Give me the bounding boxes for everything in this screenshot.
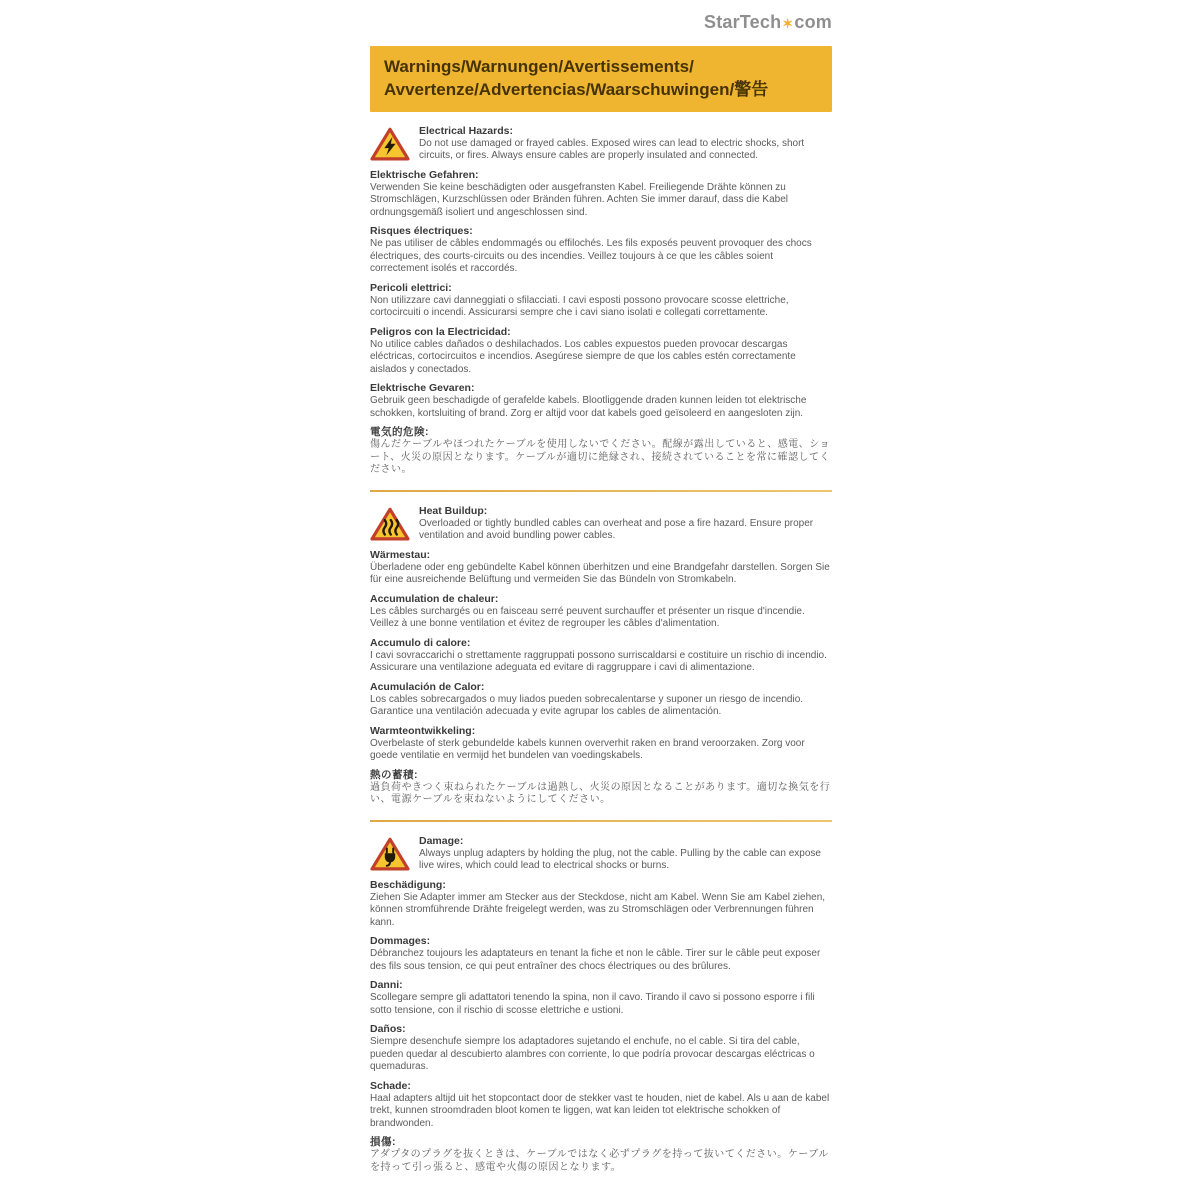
warning-entry <box>370 1023 832 1074</box>
warning-entry <box>370 725 832 763</box>
section-divider <box>370 820 832 822</box>
warning-body: I cavi sovraccarichi o strettamente raggruppati possono surriscaldarsi e costituire un rischio di incendio. Assicurare una ventilazione adeguata ed evitare di raggruppare i cavi di alimentazione. <box>370 649 827 674</box>
warning-entry <box>370 979 832 1017</box>
warning-heading: Warmteontwikkeling: <box>370 724 476 737</box>
document-column <box>370 0 832 1180</box>
warning-entry <box>370 593 832 631</box>
section-heat-buildup <box>370 505 832 807</box>
warning-body: No utilice cables dañados o deshilachados. Los cables expuestos pueden provocar descargas eléctricas, cortocircuitos e incendios. Asegúrese siempre de que los cables estén correctamente aislados y conectados. <box>370 338 796 375</box>
warning-heading: Accumulo di calore: <box>370 636 471 649</box>
warning-entry <box>370 835 832 873</box>
warning-heading: Schade: <box>370 1079 411 1092</box>
warning-entry <box>370 879 832 930</box>
logo-brand-text: StarTech <box>703 12 782 32</box>
warning-body: Non utilizzare cavi danneggiati o sfilacciati. I cavi esposti possono provocare scosse elettriche, cortocircuiti o incendi. Assicurarsi sempre che i cavi siano isolati e collegati correttamente. <box>370 294 789 319</box>
section-entries <box>370 169 832 477</box>
banner-title-line2: Avvertenze/Advertencias/Waarschuwingen/警告 <box>384 80 769 100</box>
warning-body: Los cables sobrecargados o muy liados pueden sobrecalentarse y suponer un riesgo de incendio. Garantice una ventilación adecuada y evite agrupar los cables de alimentación. <box>370 693 804 718</box>
warning-body: Overloaded or tightly bundled cables can overheat and pose a fire hazard. Ensure proper ventilation and avoid bundling power cables. <box>419 517 814 542</box>
warning-entry <box>370 125 832 163</box>
warning-body: Débranchez toujours les adaptateurs en tenant la fiche et non le câble. Tirer sur le câble peut exposer des fils sous tension, ce qui peut entraîner des chocs électriques ou des brûlures. <box>370 948 821 972</box>
warning-body: アダプタのプラグを抜くときは、ケーブルではなく必ずプラグを持って抜いてください。ケーブルを持って引っ張ると、感電や火傷の原因となります。 <box>370 1149 829 1173</box>
warning-body: 過負荷やきつく束ねられたケーブルは過熱し、火災の原因となることがあります。適切な換気を行い、電源ケーブルを束ねないようにしてください。 <box>370 781 831 806</box>
warning-entry <box>370 549 832 587</box>
warning-entry <box>370 769 832 807</box>
warning-entry <box>370 382 832 420</box>
warning-heading: 損傷: <box>370 1136 396 1149</box>
warning-heading: Danni: <box>370 979 403 992</box>
star-icon: ✶ <box>782 16 794 31</box>
warning-heading: Daños: <box>370 1023 406 1036</box>
warning-heading: Pericoli elettrici: <box>370 281 452 294</box>
startech-logo <box>704 9 832 37</box>
warning-entry <box>370 1080 832 1131</box>
warnings-title-banner <box>370 46 832 112</box>
warning-heading: 熱の蓄積: <box>370 768 418 781</box>
warning-entry <box>370 169 832 220</box>
warning-body: 傷んだケーブルやほつれたケーブルを使用しないでください。配線が露出していると、感電、ショート、火災の原因となります。ケーブルが適切に絶縁され、接続されていることを常に確認してください。 <box>370 439 830 476</box>
warning-heading: Elektrische Gevaren: <box>370 382 475 395</box>
warning-heading: Damage: <box>419 834 464 847</box>
section-electrical-hazards <box>370 125 832 477</box>
warning-entry <box>370 1136 832 1174</box>
warning-heading: Peligros con la Electricidad: <box>370 325 511 338</box>
logo-tld-text: com <box>794 12 832 32</box>
warning-heading: Risques électriques: <box>370 225 473 238</box>
warning-entry <box>370 426 832 477</box>
warning-body: Always unplug adapters by holding the plug, not the cable. Pulling by the cable can expose live wires, which could lead to electrical shocks or burns. <box>419 847 821 872</box>
logo-row <box>370 9 832 35</box>
warning-entry-text <box>419 125 832 163</box>
warning-body: Do not use damaged or frayed cables. Exposed wires can lead to electric shocks, short circuits, or fires. Always ensure cables are properly insulated and connected. <box>419 137 805 162</box>
warning-entry <box>370 326 832 377</box>
heat-buildup-warning-icon <box>370 506 410 543</box>
warning-entry-text <box>419 505 832 543</box>
warning-heading: 電気的危険: <box>370 426 429 439</box>
warning-body: Siempre desenchufe siempre los adaptadores sujetando el enchufe, no el cable. Si tira del cable, pueden quedar al descubierto alambres con corriente, lo que podría provocar descargas eléctricas o quemaduras. <box>370 1036 815 1073</box>
warning-body: Haal adapters altijd uit het stopcontact door de stekker vast te houden, niet de kabel. Als u aan de kabel trekt, kunnen stroomdraden bloot komen te liggen, wat kan leiden tot elektrische schokken of brandwonden. <box>370 1092 830 1129</box>
warning-heading: Electrical Hazards: <box>419 124 513 137</box>
section-divider <box>370 490 832 492</box>
warning-entry <box>370 637 832 675</box>
warning-heading: Accumulation de chaleur: <box>370 592 499 605</box>
banner-title-line1: Warnings/Warnungen/Avertissements/ <box>384 57 694 76</box>
warning-body: Überladene oder eng gebündelte Kabel können überhitzen und eine Brandgefahr darstellen. Sorgen Sie für eine ausreichende Belüftung und vermeiden Sie das Bündeln von Stromkabeln. <box>370 561 830 586</box>
warning-heading: Heat Buildup: <box>419 504 488 517</box>
section-entries <box>370 549 832 807</box>
warning-entry <box>370 282 832 320</box>
electrical-hazard-warning-icon <box>370 126 410 163</box>
warning-entry <box>370 681 832 719</box>
warning-heading: Acumulación de Calor: <box>370 680 485 693</box>
warning-heading: Beschädigung: <box>370 878 446 891</box>
damage-warning-icon <box>370 836 410 873</box>
warning-entry <box>370 505 832 543</box>
warning-entry-text <box>419 835 832 873</box>
warning-body: Les câbles surchargés ou en faisceau serré peuvent surchauffer et présenter un risque d'incendie. Veillez à une bonne ventilation et évitez de regrouper les câbles d'alimentation. <box>370 605 805 630</box>
warning-body: Scollegare sempre gli adattatori tenendo la spina, non il cavo. Tirando il cavo si possono esporre i fili sotto tensione, con il rischio di scosse elettriche e ustioni. <box>370 992 815 1016</box>
warning-body: Overbelaste of sterk gebundelde kabels kunnen oververhit raken en brand veroorzaken. Zorg voor goede ventilatie en vermijd het bundelen van voedingskabels. <box>370 737 805 762</box>
warning-body: Gebruik geen beschadigde of gerafelde kabels. Blootliggende draden kunnen leiden tot elektrische schokken, kortsluiting of brand. Zorg er altijd voor dat kabels goed geïsoleerd en aangesloten zijn. <box>370 395 807 419</box>
warning-entry <box>370 225 832 276</box>
warning-body: Ne pas utiliser de câbles endommagés ou effilochés. Les fils exposés peuvent provoquer des chocs électriques, des courts-circuits ou des incendies. Veillez toujours à ce que les câbles soient correctement isolés et raccordés. <box>370 238 812 275</box>
section-entries <box>370 879 832 1175</box>
warning-heading: Dommages: <box>370 935 431 948</box>
warning-heading: Wärmestau: <box>370 548 431 561</box>
warning-body: Ziehen Sie Adapter immer am Stecker aus der Steckdose, nicht am Kabel. Wenn Sie am Kabel ziehen, können stromführende Drähte freigelegt werden, was zu Stromschlägen oder Verbrennungen führen kann. <box>370 891 826 928</box>
warning-body: Verwenden Sie keine beschädigten oder ausgefransten Kabel. Freiliegende Drähte können zu Stromschlägen, Kurzschlüssen oder Bränden führen. Achten Sie immer darauf, dass die Kabel ordnungsgemäß isoliert und angeschlossen sind. <box>370 181 789 218</box>
warning-heading: Elektrische Gefahren: <box>370 168 479 181</box>
warning-entry <box>370 935 832 973</box>
section-damage <box>370 835 832 1175</box>
